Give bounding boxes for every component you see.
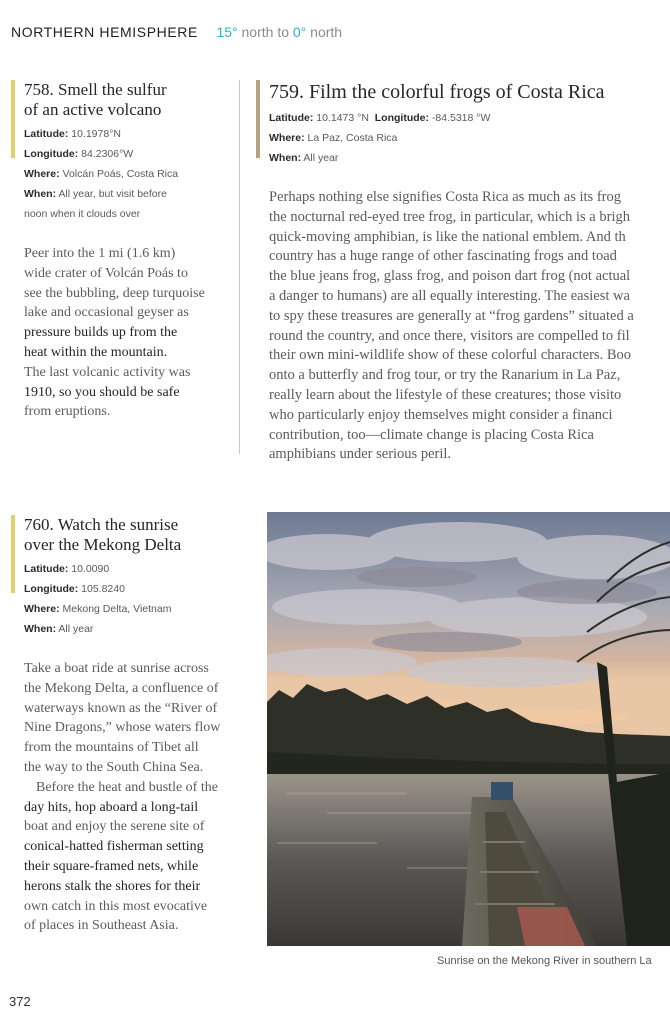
when-row: When: All year, but visit before — [24, 188, 167, 200]
entry-accent-bar — [11, 80, 15, 158]
latitude-row: Latitude: 10.1978°N — [24, 128, 121, 140]
where-row: Where: Volcán Poás, Costa Rica — [24, 168, 179, 180]
range-from-direction: north to — [241, 24, 289, 40]
longitude-row: Longitude: 105.8240 — [24, 583, 125, 595]
entry-759 — [256, 80, 670, 465]
longitude-row: Longitude: 84.2306°W — [24, 148, 134, 160]
when-row-continued: noon when it clouds over — [24, 208, 141, 220]
entry-body: Perhaps nothing else signifies Costa Rica as much as its frog the nocturnal red-eyed tree frog, in particular, which is a brigh quick-moving amphibian, is like the national emblem. And th country has a huge range of other fascinating frogs and toad the blue jeans frog, glass frog, and poison dart frog (not actual a danger to humans) are all equally interesting. The easiest wa to spy these treasures are generally at “frog gardens” situated a round the country, and once there, visitors are compelled to fil their own mini-wildlife show of these colorful characters. Boo onto a butterfly and frog tour, or try the Ranarium in La Paz, really learn about the lifestyle of these creatures; those visito who particularly enjoy themselves might consider a financi contribution, too—climate change is placing Costa Rica amphibians under serious peril. — [269, 189, 634, 463]
section-title: NORTHERN HEMISPHERE — [11, 24, 198, 40]
entry-number: 759. — [269, 81, 304, 103]
when-row: When: All year — [24, 623, 94, 635]
where-row: Where: La Paz, Costa Rica — [269, 132, 398, 144]
range-to-degree: 0° — [292, 24, 307, 40]
entry-title: 758. Smell the sulfur of an active volcano — [24, 80, 167, 119]
entry-body: Peer into the 1 mi (1.6 km) wide crater of Volcán Poás to see the bubbling, deep turquoise lake and occasional geyser as pressure builds up from the heat within the mountain. The last volcanic activity was 1910, so you should be safe from eruptions. — [24, 246, 205, 420]
latitude-range — [216, 24, 342, 40]
when-row: When: All year — [269, 152, 339, 164]
entry-760 — [11, 515, 251, 936]
coordinates-row: Latitude: 10.1473 °N Longitude: -84.5318 °W — [269, 112, 491, 124]
range-to-direction: north — [310, 24, 343, 40]
entry-number: 758. — [24, 80, 54, 99]
entry-accent-bar — [256, 80, 260, 158]
entry-number: 760. — [24, 515, 54, 534]
running-header — [11, 24, 342, 40]
column-divider — [239, 80, 240, 454]
latitude-row: Latitude: 10.0090 — [24, 563, 110, 575]
page-number: 372 — [9, 994, 31, 1009]
entry-title: 760. Watch the sunrise over the Mekong Delta — [24, 515, 182, 554]
entry-body: Take a boat ride at sunrise across the Mekong Delta, a confluence of waterways known as the “River of Nine Dragons,” whose waters flow from the mountains of Tibet all the way to the South China Sea. Before the heat and bustle of the day hits, hop aboard a long-tail boat and enjoy the serene site of conical-hatted fisherman setting their square-framed nets, while herons stalk the shores for their own catch in this most evocative of places in Southeast Asia. — [24, 661, 221, 934]
where-row: Where: Mekong Delta, Vietnam — [24, 603, 172, 615]
entry-758 — [11, 80, 231, 422]
range-from-degree: 15° — [216, 24, 238, 40]
entry-accent-bar — [11, 515, 15, 593]
photo-caption: Sunrise on the Mekong River in southern La — [437, 955, 652, 967]
mekong-sunrise-photo — [267, 512, 670, 946]
entry-title: 759. Film the colorful frogs of Costa Rica — [269, 81, 605, 103]
